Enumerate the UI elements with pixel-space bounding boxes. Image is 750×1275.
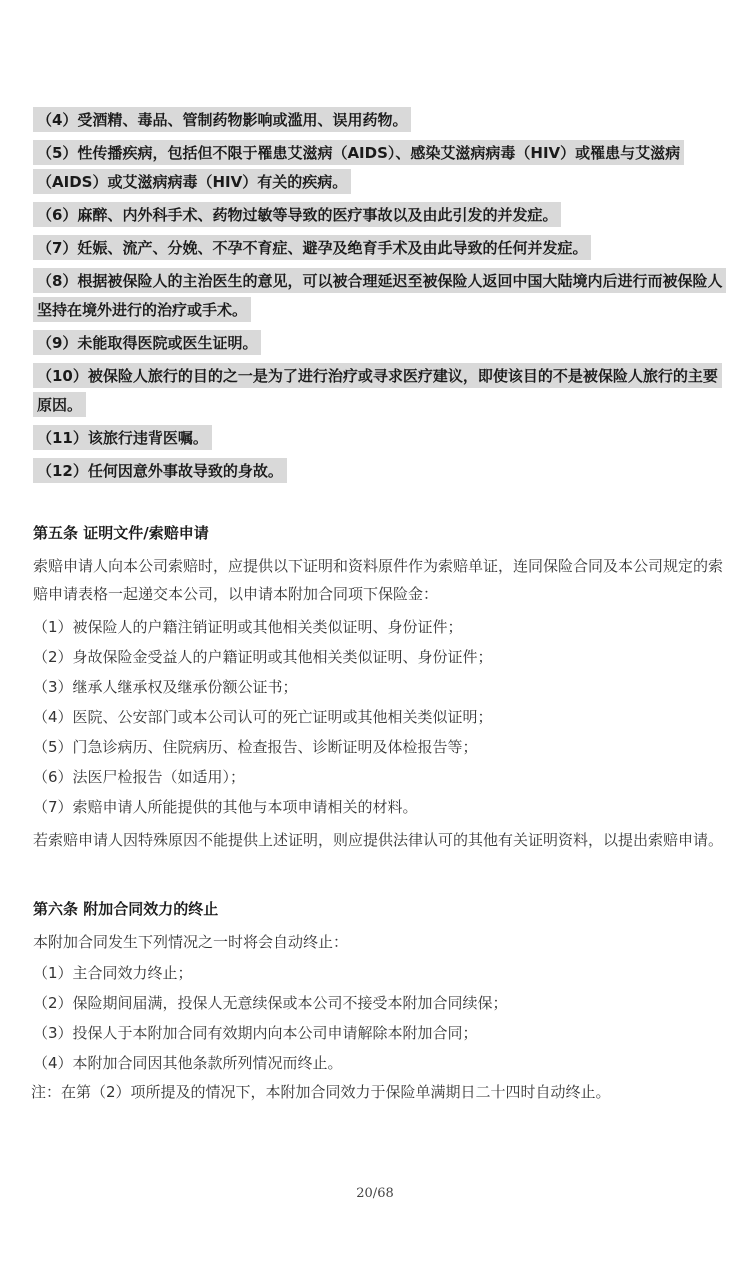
list-item: （4）本附加合同因其他条款所列情况而终止。 (33, 1054, 343, 1072)
exclusions-list (33, 106, 723, 486)
list-item: （1）主合同效力终止； (33, 964, 193, 982)
list-item: （5）门急诊病历、住院病历、检查报告、诊断证明及体检报告等； (33, 738, 478, 756)
list-item: （7）索赔申请人所能提供的其他与本项申请相关的材料。 (33, 798, 418, 816)
exclusion-item: （7）妊娠、流产、分娩、不孕不育症、避孕及绝育手术及由此导致的任何并发症。 (33, 234, 723, 263)
list-item: （2）保险期间届满，投保人无意续保或本公司不接受本附加合同续保； (33, 994, 508, 1012)
list-item: （4）医院、公安部门或本公司认可的死亡证明或其他相关类似证明； (33, 708, 493, 726)
list-item: （3）继承人继承权及继承份额公证书； (33, 678, 298, 696)
article-5-title: 第五条 证明文件/索赔申请 (33, 524, 209, 542)
exclusion-item: （6）麻醉、内外科手术、药物过敏等导致的医疗事故以及由此引发的并发症。 (33, 201, 723, 230)
article-5-note: 若索赔申请人因特殊原因不能提供上述证明，则应提供法律认可的其他有关证明资料，以提出索赔申请。 (33, 831, 724, 849)
list-item: （1）被保险人的户籍注销证明或其他相关类似证明、身份证件； (33, 618, 463, 636)
exclusion-item: （10）被保险人旅行的目的之一是为了进行治疗或寻求医疗建议，即使该目的不是被保险人旅行的主要原因。 (33, 362, 723, 420)
list-item: （6）法医尸检报告（如适用）； (33, 768, 246, 786)
exclusion-item: （4）受酒精、毒品、管制药物影响或滥用、误用药物。 (33, 106, 723, 135)
exclusion-item: （11）该旅行违背医嘱。 (33, 424, 723, 453)
exclusion-item: （12）任何因意外事故导致的身故。 (33, 457, 723, 486)
article-6-items (33, 958, 723, 1078)
list-item: （3）投保人于本附加合同有效期内向本公司申请解除本附加合同； (33, 1024, 478, 1042)
exclusion-item: （5）性传播疾病，包括但不限于罹患艾滋病（AIDS）、感染艾滋病病毒（HIV）或罹患与艾滋病（AIDS）或艾滋病病毒（HIV）有关的疾病。 (33, 139, 723, 197)
article-6-title: 第六条 附加合同效力的终止 (33, 900, 219, 918)
document-page (33, 106, 723, 1106)
article-6-note: 注：在第（2）项所提及的情况下，本附加合同效力于保险单满期日二十四时自动终止。 (31, 1083, 611, 1101)
article-6-section (33, 898, 723, 1106)
exclusion-item: （8）根据被保险人的主治医生的意见，可以被合理延迟至被保险人返回中国大陆境内后进行而被保险人坚持在境外进行的治疗或手术。 (33, 267, 723, 325)
article-6-intro: 本附加合同发生下列情况之一时将会自动终止： (33, 933, 349, 951)
article-5-intro: 索赔申请人向本公司索赔时，应提供以下证明和资料原件作为索赔单证，连同保险合同及本公司规定的索赔申请表格一起递交本公司，以申请本附加合同项下保险金： (33, 557, 724, 603)
article-5-items (33, 612, 723, 822)
article-5-section (33, 522, 723, 854)
page-number: 20/68 (356, 1186, 394, 1201)
list-item: （2）身故保险金受益人的户籍证明或其他相关类似证明、身份证件； (33, 648, 493, 666)
exclusion-item: （9）未能取得医院或医生证明。 (33, 329, 723, 358)
